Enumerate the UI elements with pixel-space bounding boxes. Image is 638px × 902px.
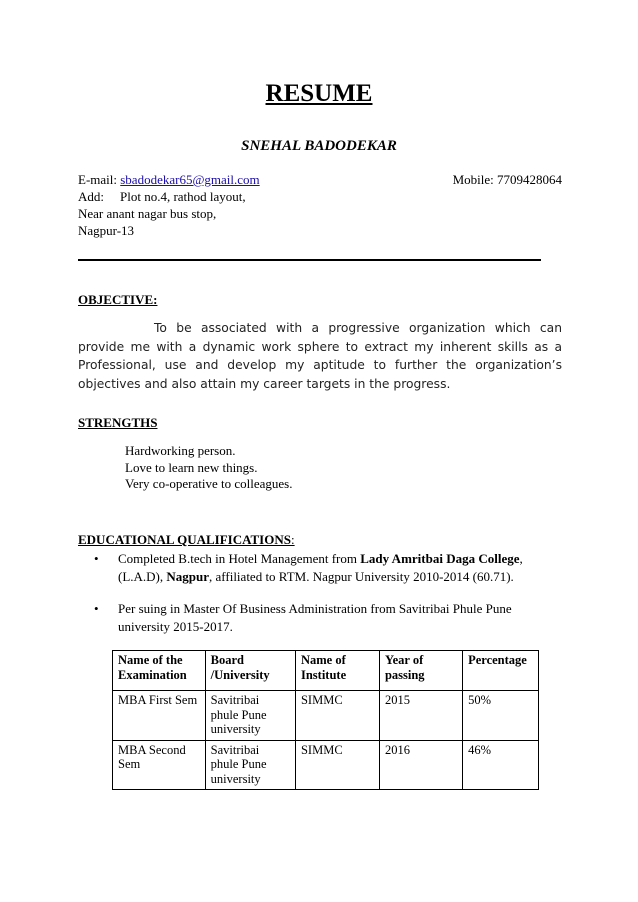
address-line-1: Plot no.4, rathod layout, [120,189,246,204]
table-cell: 50% [463,691,539,741]
objective-text [78,319,562,393]
strengths-heading: STRENGTHS [78,415,158,430]
table-cell: SIMMC [295,691,379,741]
address-line-2: Near anant nagar bus stop, [78,206,217,221]
table-row [113,740,539,790]
horizontal-divider [78,259,541,261]
email-label: E-mail: [78,172,117,187]
address-line-3: Nagpur-13 [78,223,135,238]
candidate-name: SNEHAL BADODEKAR [241,138,397,154]
email-link[interactable]: sbadodekar65@gmail.com [120,172,260,187]
education-heading-colon: : [290,532,295,547]
bullet-icon: • [94,601,99,616]
table-header-cell: Percentage [463,651,539,691]
table-cell: 46% [463,740,539,790]
bullet-text: , (L.A.D), [118,551,523,584]
bullet-text: , affiliated to RTM. Nagpur University 2010-2014 (60.71). [209,569,514,584]
college-city: Nagpur [166,569,210,584]
table-header-cell: Name of the Examination [113,651,206,691]
table-cell: Savitribai phule Pune university [205,740,295,790]
table-header-cell: Name of Institute [295,651,379,691]
mobile-number: Mobile: 7709428064 [452,172,562,187]
address-label: Add: [78,189,104,204]
table-header-cell: Year of passing [379,651,462,691]
page-title: RESUME [265,80,373,107]
table-cell: MBA Second Sem [113,740,206,790]
table-cell: SIMMC [295,740,379,790]
bullet-text: Per suing in Master Of Business Administration from Savitribai Phule Pune university 2015-2017. [118,601,512,634]
strengths-list [125,443,292,493]
education-table [112,650,539,790]
objective-heading: OBJECTIVE: [78,292,158,307]
education-heading-wrap [78,532,295,548]
table-cell: MBA First Sem [113,691,206,741]
table-header-cell: Board /University [205,651,295,691]
objective-paragraph: To be associated with a progressive organization which can provide me with a dynamic work sphere to extract my inherent skills as a Professional, use and develop my aptitude to further the organization’s objectives and also attain my career targets in the progress. [78,321,562,391]
bullet-text: Completed B.tech in Hotel Management from [118,551,361,566]
education-bullet [94,600,534,636]
table-header-row [113,651,539,691]
table-cell: 2015 [379,691,462,741]
strength-item: Hardworking person. [125,443,236,458]
bullet-icon: • [94,551,99,566]
strength-item: Love to learn new things. [125,459,258,475]
contact-block [78,171,562,239]
table-cell: Savitribai phule Pune university [205,691,295,741]
strength-item: Very co-operative to colleagues. [125,476,293,491]
table-cell: 2016 [379,740,462,790]
education-heading: EDUCATIONAL QUALIFICATIONS [78,532,291,547]
college-name: Lady Amritbai Daga College [360,551,520,566]
education-bullet [94,550,534,586]
education-bullets [94,550,534,650]
table-row [113,691,539,741]
